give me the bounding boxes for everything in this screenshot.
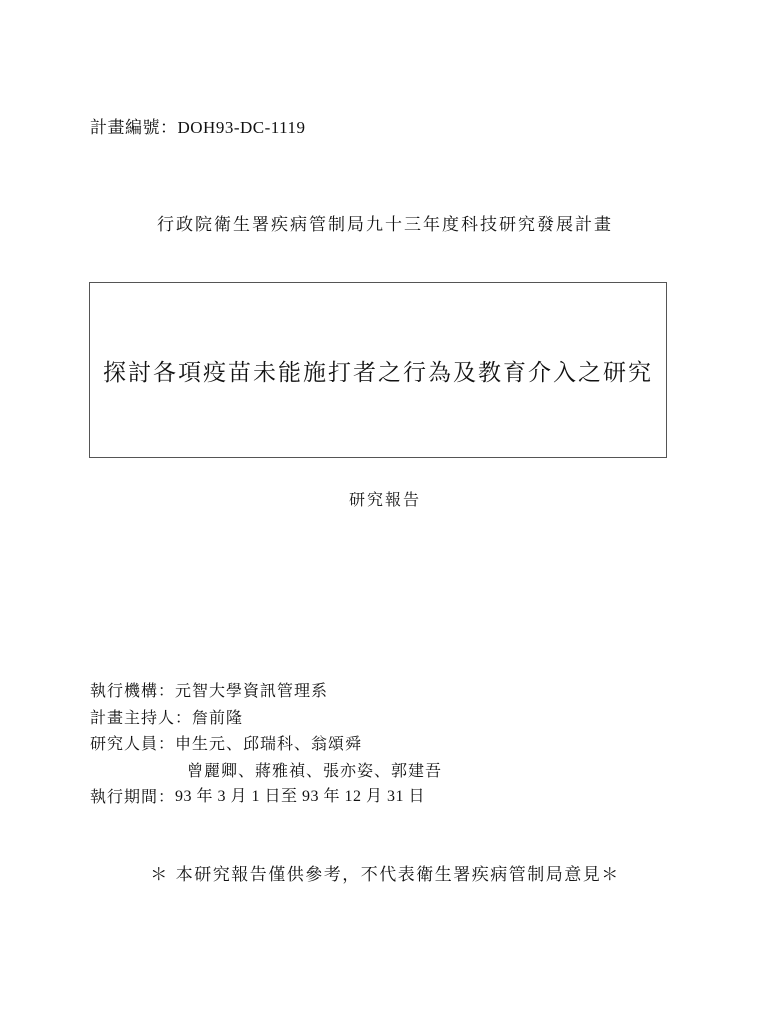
pi-value: 詹前隆 bbox=[192, 707, 244, 727]
period-value: 93 年 3 月 1 日至 93 年 12 月 31 日 bbox=[175, 788, 426, 805]
project-info bbox=[90, 678, 442, 811]
period-label: 執行期間： bbox=[90, 787, 176, 806]
institution-label: 執行機構： bbox=[90, 681, 176, 700]
institution-value: 元智大學資訊管理系 bbox=[175, 681, 329, 700]
report-type: 研究報告 bbox=[348, 490, 421, 509]
pi-label: 計畫主持人： bbox=[90, 707, 193, 727]
institution-row bbox=[90, 678, 442, 705]
pi-row bbox=[90, 705, 442, 732]
plan-number-label: 計畫編號： bbox=[90, 118, 178, 138]
title-box bbox=[89, 282, 667, 458]
researchers-value-line1: 申生元、邱瑞科、翁頌舜 bbox=[175, 734, 363, 753]
plan-number: DOH93-DC-1119 bbox=[177, 118, 306, 137]
researchers-value-line2: 曾麗卿、蔣雅禎、張亦姿、郭建吾 bbox=[187, 760, 443, 780]
program-title: 行政院衛生署疾病管制局九十三年度科技研究發展計畫 bbox=[157, 215, 613, 235]
researchers-row bbox=[90, 731, 442, 758]
researchers-row-continued bbox=[90, 758, 442, 785]
plan-number-line bbox=[90, 113, 306, 138]
researchers-label: 研究人員： bbox=[90, 734, 176, 753]
disclaimer: ＊ 本研究報告僅供參考，不代表衛生署疾病管制局意見＊ bbox=[150, 865, 620, 885]
main-title: 探討各項疫苗未能施打者之行為及教育介入之研究 bbox=[103, 359, 653, 386]
period-row bbox=[90, 784, 442, 811]
